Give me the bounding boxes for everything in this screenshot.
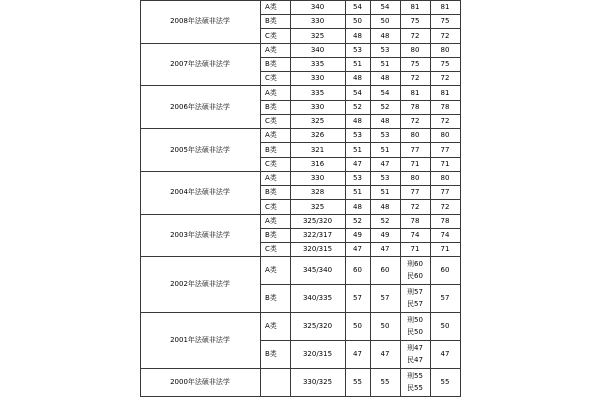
specialty-score-cell — [400, 28, 430, 42]
subject-score-cell: 48 — [380, 31, 390, 40]
category-cell: C类 — [265, 245, 277, 254]
subject-score-cell: 48 — [353, 74, 362, 83]
specialty-score-cell — [400, 242, 430, 256]
subject-score-cell: 49 — [353, 231, 362, 240]
category-cell: A类 — [265, 3, 277, 12]
subject-score-cell: 72 — [440, 74, 450, 83]
subject-score-cell: 72 — [440, 31, 450, 40]
table-bottom-border — [140, 396, 461, 397]
specialty-score-cell — [400, 85, 430, 99]
specialty-score-line: 刑47 — [407, 344, 423, 353]
category-cell: C类 — [265, 117, 277, 126]
total-score-cell: 330 — [310, 102, 325, 111]
year-label: 2006年法硕非法学 — [170, 102, 230, 111]
specialty-score-line: 民55 — [407, 384, 423, 393]
subject-score-cell: 55 — [353, 378, 362, 387]
subject-score-cell: 48 — [353, 202, 362, 211]
total-score-cell: 320/315 — [302, 245, 333, 254]
specialty-score-line: 71 — [410, 245, 420, 254]
subject-score-cell: 47 — [440, 350, 450, 359]
year-label: 2000年法硕非法学 — [170, 378, 230, 387]
total-score-cell: 325/320 — [302, 216, 333, 225]
total-score-cell: 345/340 — [302, 266, 333, 275]
specialty-score-cell — [400, 312, 430, 340]
category-cell: A类 — [265, 45, 277, 54]
total-score-cell: 330/325 — [302, 378, 333, 387]
total-score-cell: 325 — [310, 31, 325, 40]
subject-score-cell: 57 — [440, 294, 450, 303]
subject-score-cell: 71 — [440, 159, 450, 168]
specialty-score-cell — [400, 171, 430, 185]
category-cell: A类 — [265, 131, 277, 140]
subject-score-cell: 72 — [440, 117, 450, 126]
category-cell: B类 — [265, 17, 277, 26]
specialty-score-line: 72 — [410, 202, 420, 211]
year-label: 2008年法硕非法学 — [170, 17, 230, 26]
specialty-score-cell — [400, 157, 430, 171]
subject-score-cell: 77 — [440, 145, 450, 154]
specialty-score-cell — [400, 71, 430, 85]
specialty-score-line: 刑55 — [407, 372, 423, 381]
specialty-score-line: 74 — [410, 231, 420, 240]
category-cell: B类 — [265, 145, 277, 154]
specialty-score-line: 80 — [410, 131, 420, 140]
specialty-score-cell — [400, 43, 430, 57]
specialty-score-cell — [400, 128, 430, 142]
specialty-score-cell — [400, 228, 430, 242]
specialty-score-line: 75 — [410, 17, 420, 26]
subject-score-cell: 54 — [353, 3, 362, 12]
subject-score-cell: 54 — [380, 3, 390, 12]
subject-score-cell: 53 — [380, 131, 390, 140]
subject-score-cell: 75 — [440, 17, 450, 26]
specialty-score-cell — [400, 14, 430, 28]
total-score-cell: 340 — [310, 45, 325, 54]
total-score-cell: 328 — [310, 188, 325, 197]
subject-score-cell: 53 — [353, 131, 362, 140]
specialty-score-cell — [400, 142, 430, 156]
specialty-score-line: 刑60 — [407, 260, 423, 269]
subject-score-cell: 77 — [440, 188, 450, 197]
category-cell: B类 — [265, 188, 277, 197]
subject-score-cell: 48 — [380, 202, 390, 211]
specialty-score-cell — [400, 0, 430, 14]
subject-score-cell: 52 — [353, 216, 362, 225]
subject-score-cell: 57 — [353, 294, 362, 303]
subject-score-cell: 75 — [440, 60, 450, 69]
subject-score-cell: 81 — [440, 3, 450, 12]
total-score-cell: 330 — [310, 74, 325, 83]
specialty-score-line: 77 — [410, 145, 420, 154]
specialty-score-cell — [400, 114, 430, 128]
specialty-score-line: 民47 — [407, 356, 423, 365]
total-score-cell: 326 — [310, 131, 325, 140]
total-score-cell: 325 — [310, 117, 325, 126]
subject-score-cell: 51 — [380, 188, 390, 197]
year-label: 2003年法硕非法学 — [170, 231, 230, 240]
category-cell: C类 — [265, 31, 277, 40]
specialty-score-line: 民50 — [407, 328, 423, 337]
specialty-score-line: 刑57 — [407, 288, 423, 297]
specialty-score-cell — [400, 100, 430, 114]
subject-score-cell: 53 — [353, 174, 362, 183]
subject-score-cell: 71 — [440, 245, 450, 254]
subject-score-cell: 47 — [353, 159, 362, 168]
subject-score-cell: 47 — [353, 350, 362, 359]
subject-score-cell: 51 — [380, 145, 390, 154]
total-score-cell: 316 — [310, 159, 325, 168]
specialty-score-line: 75 — [410, 60, 420, 69]
specialty-score-line: 78 — [410, 102, 420, 111]
category-cell: B类 — [265, 350, 277, 359]
total-score-cell: 330 — [310, 17, 325, 26]
category-cell: A类 — [265, 88, 277, 97]
specialty-score-line: 81 — [410, 3, 420, 12]
subject-score-cell: 54 — [380, 88, 390, 97]
subject-score-cell: 50 — [380, 17, 390, 26]
specialty-score-cell — [400, 199, 430, 213]
subject-score-cell: 47 — [353, 245, 362, 254]
subject-score-cell: 50 — [353, 322, 362, 331]
total-score-cell: 321 — [310, 145, 325, 154]
subject-score-cell: 52 — [353, 102, 362, 111]
subject-score-cell: 80 — [440, 174, 450, 183]
subject-score-cell: 60 — [440, 266, 450, 275]
subject-score-cell: 51 — [380, 60, 390, 69]
year-label: 2005年法硕非法学 — [170, 145, 230, 154]
specialty-score-line: 80 — [410, 174, 420, 183]
subject-score-cell: 55 — [380, 378, 390, 387]
category-cell: C类 — [265, 202, 277, 211]
specialty-score-line: 民60 — [407, 272, 423, 281]
subject-score-cell: 52 — [380, 102, 390, 111]
subject-score-cell: 78 — [440, 216, 450, 225]
subject-score-cell: 51 — [353, 145, 362, 154]
subject-score-cell: 81 — [440, 88, 450, 97]
total-score-cell: 335 — [310, 60, 325, 69]
year-label: 2001年法硕非法学 — [170, 336, 230, 345]
category-cell: A类 — [265, 266, 277, 275]
subject-score-cell: 60 — [353, 266, 362, 275]
total-score-cell: 330 — [310, 174, 325, 183]
specialty-score-cell — [400, 57, 430, 71]
subject-score-cell: 53 — [380, 174, 390, 183]
subject-score-cell: 80 — [440, 45, 450, 54]
category-cell: C类 — [265, 159, 277, 168]
total-score-cell: 325 — [310, 202, 325, 211]
subject-score-cell: 53 — [353, 45, 362, 54]
specialty-score-line: 72 — [410, 117, 420, 126]
subject-score-cell: 48 — [380, 117, 390, 126]
total-score-cell: 340/335 — [302, 294, 333, 303]
total-score-cell: 320/315 — [302, 350, 333, 359]
year-label: 2004年法硕非法学 — [170, 188, 230, 197]
specialty-score-line: 72 — [410, 31, 420, 40]
subject-score-cell: 47 — [380, 245, 390, 254]
specialty-score-cell — [400, 185, 430, 199]
specialty-score-cell — [400, 368, 430, 396]
subject-score-cell: 52 — [380, 216, 390, 225]
total-score-cell: 340 — [310, 3, 325, 12]
category-cell: B类 — [265, 231, 277, 240]
subject-score-cell: 55 — [440, 378, 450, 387]
specialty-score-line: 78 — [410, 216, 420, 225]
specialty-score-line: 刑50 — [407, 316, 423, 325]
specialty-score-line: 77 — [410, 188, 420, 197]
category-cell — [260, 368, 290, 396]
subject-score-cell: 50 — [353, 17, 362, 26]
subject-score-cell: 80 — [440, 131, 450, 140]
subject-score-cell: 48 — [380, 74, 390, 83]
subject-score-cell: 57 — [380, 294, 390, 303]
subject-score-cell: 60 — [380, 266, 390, 275]
subject-score-cell: 74 — [440, 231, 450, 240]
category-cell: B类 — [265, 60, 277, 69]
specialty-score-line: 72 — [410, 74, 420, 83]
subject-score-cell: 51 — [353, 188, 362, 197]
category-cell: A类 — [265, 322, 277, 331]
total-score-cell: 325/320 — [302, 322, 333, 331]
subject-score-cell: 47 — [380, 159, 390, 168]
subject-score-cell: 48 — [353, 31, 362, 40]
specialty-score-cell — [400, 256, 430, 284]
subject-score-cell: 53 — [380, 45, 390, 54]
subject-score-cell: 72 — [440, 202, 450, 211]
year-label: 2007年法硕非法学 — [170, 60, 230, 69]
table-column-border — [460, 0, 461, 396]
subject-score-cell: 50 — [440, 322, 450, 331]
subject-score-cell: 78 — [440, 102, 450, 111]
total-score-cell: 335 — [310, 88, 325, 97]
specialty-score-cell — [400, 214, 430, 228]
total-score-cell: 322/317 — [302, 231, 333, 240]
specialty-score-line: 81 — [410, 88, 420, 97]
category-cell: A类 — [265, 216, 277, 225]
specialty-score-line: 80 — [410, 45, 420, 54]
subject-score-cell: 51 — [353, 60, 362, 69]
year-label: 2002年法硕非法学 — [170, 280, 230, 289]
subject-score-cell: 49 — [380, 231, 390, 240]
specialty-score-cell — [400, 340, 430, 368]
category-cell: C类 — [265, 74, 277, 83]
specialty-score-cell — [400, 284, 430, 312]
specialty-score-line: 71 — [410, 159, 420, 168]
category-cell: A类 — [265, 174, 277, 183]
subject-score-cell: 54 — [353, 88, 362, 97]
category-cell: B类 — [265, 294, 277, 303]
subject-score-cell: 50 — [380, 322, 390, 331]
subject-score-cell: 47 — [380, 350, 390, 359]
specialty-score-line: 民57 — [407, 300, 423, 309]
subject-score-cell: 48 — [353, 117, 362, 126]
category-cell: B类 — [265, 102, 277, 111]
